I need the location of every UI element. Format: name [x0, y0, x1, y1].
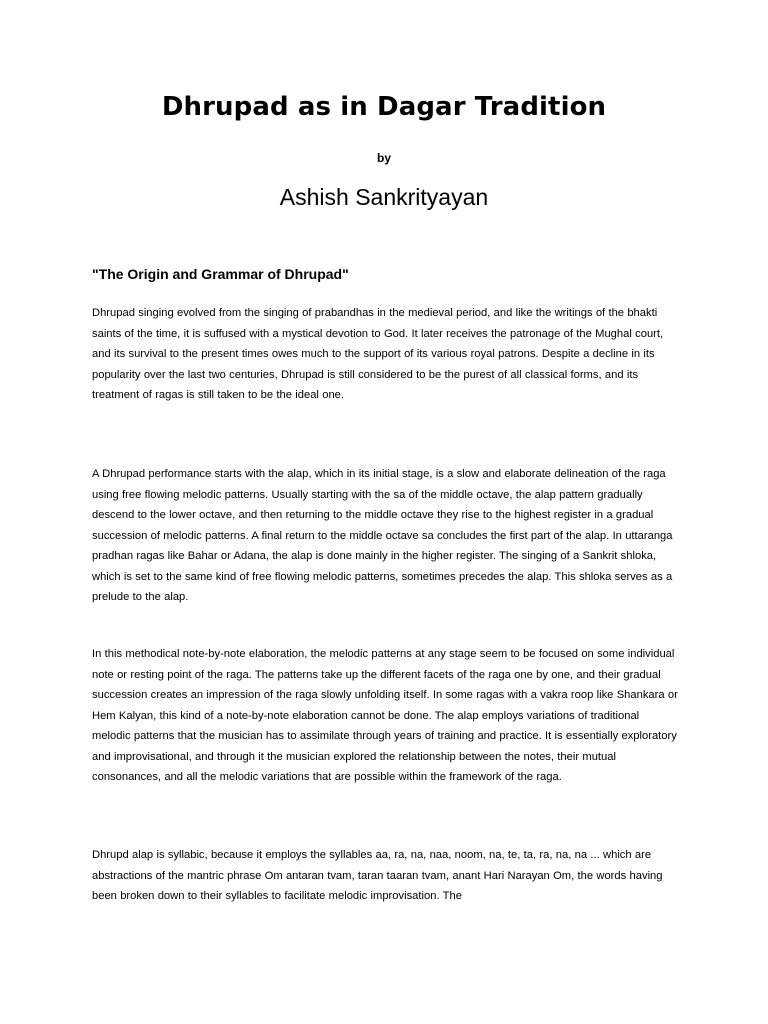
paragraph-1: Dhrupad singing evolved from the singing of prabandhas in the medieval period, and like the writings of the bhakti saints of the time, it is suffused with a mystical devotion to God. It later receives the patronage of the Mughal court, and its survival to the present times owes much to the support of its various royal patrons. Despite a decline in its popularity over the last two centuries, Dhrupad is still considered to be the purest of all classical forms, and its treatment of ragas is still taken to be the ideal one. [92, 307, 664, 401]
section-heading: "The Origin and Grammar of Dhrupad" [92, 266, 349, 282]
paragraph-3: In this methodical note-by-note elaboration, the melodic patterns at any stage seem to be focused on some individual note or resting point of the raga. The patterns take up the different facets of the raga one by one, and their gradual succession creates an impression of the raga slowly unfolding itself. In some ragas with a vakra roop like Shankara or Hem Kalyan, this kind of a note-by-note elaboration cannot be done. The alap employs variations of traditional melodic patterns that the musician has to assimilate through years of training and practice. It is essentially exploratory and improvisational, and through it the musician explored the relationship between the notes, their mutual consonances, and all the melodic variations that are possible within the framework of the raga. [92, 648, 678, 783]
paragraph-4: Dhrupd alap is syllabic, because it employs the syllables aa, ra, na, naa, noom, na, te, ta, ra, na, na ... which are abstractions of the mantric phrase Om antaran tvam, taran taaran tvam, anant Hari Narayan Om, the words having been broken down to their syllables to facilitate melodic improvisation. The [92, 849, 663, 902]
byline: by [376, 151, 391, 165]
author-name: Ashish Sankrityayan [279, 184, 489, 210]
paragraph-2: A Dhrupad performance starts with the alap, which in its initial stage, is a slow and elaborate delineation of the raga using free flowing melodic patterns. Usually starting with the sa of the middle octave, the alap pattern gradually descend to the lower octave, and then returning to the middle octave they rise to the highest register in a gradual succession of melodic patterns. A final return to the middle octave sa concludes the first part of the alap. In uttaranga pradhan ragas like Bahar or Adana, the alap is done mainly in the higher register. The singing of a Sankrit shloka, which is set to the same kind of free flowing melodic patterns, sometimes precedes the alap. This shloka serves as a prelude to the alap. [92, 468, 673, 603]
document-title: Dhrupad as in Dagar Tradition [161, 92, 607, 122]
